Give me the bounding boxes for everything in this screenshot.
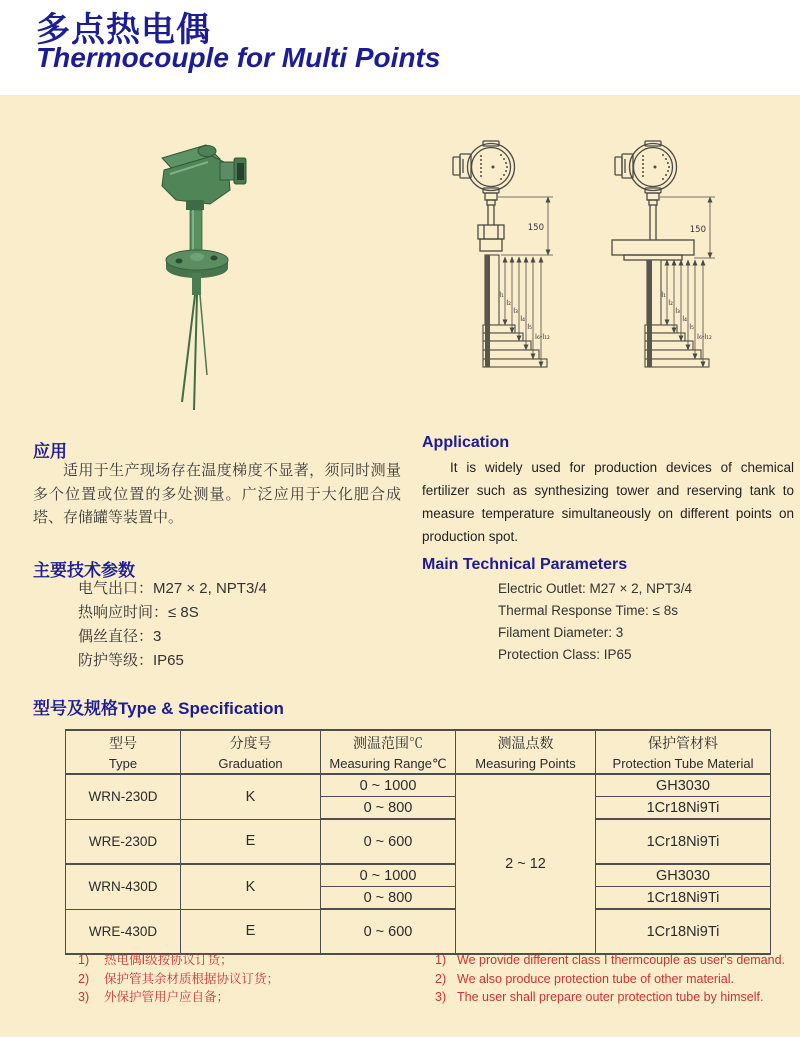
col-header-range-en: Measuring Range℃ bbox=[329, 755, 447, 771]
footnotes-zh bbox=[78, 951, 279, 1007]
col-header-range-zh: 测温范围℃ bbox=[353, 734, 423, 751]
dim-l4-label: l₄ bbox=[682, 315, 687, 323]
col-header-type-en: Type bbox=[108, 756, 138, 771]
cell-graduation: K bbox=[181, 774, 321, 819]
thermocouple-diagram-flanged bbox=[598, 140, 723, 390]
cell-points: 2 ~ 12 bbox=[456, 774, 596, 954]
cell-range: 0 ~ 800 bbox=[321, 887, 456, 910]
dim-l2-label: l₂ bbox=[668, 299, 673, 307]
parameter-item: 防护等级：IP65 bbox=[78, 652, 184, 669]
dim-l3-label: l₃ bbox=[675, 307, 680, 315]
dim-l1-label: l₁ bbox=[661, 291, 666, 299]
col-header-material-zh: 保护管材料 bbox=[648, 735, 718, 751]
cell-type: WRE-230D bbox=[66, 819, 181, 864]
footnote-number: 3) bbox=[435, 990, 447, 1004]
col-header-graduation bbox=[181, 730, 321, 774]
footnote-text: The user shall prepare outer protection tube by himself. bbox=[457, 990, 764, 1004]
dim-l5-label: l₅ bbox=[527, 323, 532, 331]
table-row bbox=[66, 819, 771, 864]
dim-l6-l12-label: l₆-l₁₂ bbox=[697, 333, 712, 341]
footnote-item bbox=[78, 988, 279, 1007]
col-header-range bbox=[321, 730, 456, 774]
cell-material: GH3030 bbox=[596, 774, 771, 797]
spec-table-wrap bbox=[65, 729, 770, 955]
spec-heading: 型号及规格Type & Specification bbox=[33, 699, 284, 718]
footnote-item bbox=[78, 951, 279, 970]
table-row bbox=[66, 909, 771, 954]
cell-material: GH3030 bbox=[596, 864, 771, 887]
footnote-text: We provide different class Ⅰ thermcouple as user's demand. bbox=[457, 953, 785, 967]
footnote-number: 1) bbox=[435, 953, 447, 967]
col-header-type-zh: 型号 bbox=[109, 735, 137, 751]
footnotes-en bbox=[435, 951, 785, 1007]
dim-l6-l12-label: l₆-l₁₂ bbox=[535, 333, 550, 341]
page-title-zh: 多点热电偶 bbox=[36, 10, 211, 50]
footnote-item bbox=[435, 970, 785, 989]
dim-l5-label: l₅ bbox=[689, 323, 694, 331]
cell-range: 0 ~ 600 bbox=[321, 909, 456, 954]
parameters-heading-en: Main Technical Parameters bbox=[422, 556, 628, 573]
parameter-item: Thermal Response Time: ≤ 8s bbox=[498, 603, 678, 618]
thermocouple-diagram-threaded bbox=[445, 140, 560, 390]
cell-range: 0 ~ 800 bbox=[321, 797, 456, 820]
cell-material: 1Cr18Ni9Ti bbox=[596, 887, 771, 910]
dim-l2-label: l₂ bbox=[506, 299, 511, 307]
cell-material: 1Cr18Ni9Ti bbox=[596, 819, 771, 864]
parameter-item: Protection Class: IP65 bbox=[498, 647, 632, 662]
col-header-points bbox=[456, 730, 596, 774]
footnote-text: 热电偶Ⅰ级按协议订货； bbox=[104, 953, 233, 967]
parameter-item: Electric Outlet: M27 × 2, NPT3/4 bbox=[498, 581, 692, 596]
cell-material: 1Cr18Ni9Ti bbox=[596, 909, 771, 954]
cell-type: WRE-430D bbox=[66, 909, 181, 954]
table-header-row bbox=[66, 730, 771, 774]
dim-150-label: 150 bbox=[689, 225, 706, 235]
footnote-item bbox=[78, 970, 279, 989]
parameter-item: 电气出口：M27 × 2, NPT3/4 bbox=[78, 580, 267, 597]
terminal-dots bbox=[642, 154, 670, 180]
cell-graduation: E bbox=[181, 909, 321, 954]
col-header-points-en: Measuring Points bbox=[475, 756, 576, 771]
footnote-text: We also produce protection tube of other material. bbox=[457, 971, 735, 986]
col-header-points-zh: 测温点数 bbox=[497, 735, 554, 751]
terminal-dots bbox=[480, 154, 508, 180]
col-header-graduation-en: Graduation bbox=[218, 756, 283, 771]
cell-range: 0 ~ 600 bbox=[321, 819, 456, 864]
col-header-graduation-zh: 分度号 bbox=[229, 735, 272, 751]
application-body-zh: 适用于生产现场存在温度梯度不显著，须同时测量多个位置或位置的多处测量。广泛应用于大化肥合成塔、存储罐等装置中。 bbox=[33, 462, 401, 526]
footnote-item bbox=[435, 988, 785, 1007]
cell-material: 1Cr18Ni9Ti bbox=[596, 797, 771, 820]
footnote-number: 2) bbox=[435, 971, 447, 986]
dim-l3-label: l₃ bbox=[513, 307, 518, 315]
cell-graduation: E bbox=[181, 819, 321, 864]
table-row bbox=[66, 864, 771, 887]
parameter-item: 偶丝直径：3 bbox=[78, 628, 162, 645]
parameter-item: 热响应时间：≤ 8S bbox=[78, 604, 199, 621]
dim-150-label: 150 bbox=[527, 223, 544, 233]
application-body-en: It is widely used for production devices of chemical fertilizer such as synthesizing tower and reserving tank to measure temperature simultaneously on different points on production spot. bbox=[422, 460, 794, 544]
spec-table bbox=[65, 729, 771, 955]
cell-range: 0 ~ 1000 bbox=[321, 774, 456, 797]
cell-type: WRN-230D bbox=[66, 774, 181, 819]
parameters-list-en bbox=[498, 578, 692, 666]
footnote-number: 2) bbox=[78, 971, 90, 986]
application-heading-zh: 应用 bbox=[33, 442, 67, 461]
thermocouple-photo bbox=[150, 140, 260, 420]
col-header-material bbox=[596, 730, 771, 774]
cell-type: WRN-430D bbox=[66, 864, 181, 909]
footnote-text: 保护管其余材质根据协议订货； bbox=[104, 971, 280, 986]
parameters-list-zh bbox=[78, 577, 267, 673]
table-row bbox=[66, 774, 771, 797]
parameter-item: Filament Diameter: 3 bbox=[498, 625, 624, 640]
footnote-number: 3) bbox=[78, 990, 90, 1004]
application-heading-en: Application bbox=[422, 434, 510, 451]
col-header-type bbox=[66, 730, 181, 774]
dim-l1-label: l₁ bbox=[499, 291, 504, 299]
dim-l4-label: l₄ bbox=[520, 315, 525, 323]
cell-range: 0 ~ 1000 bbox=[321, 864, 456, 887]
page-title-en: Thermocouple for Multi Points bbox=[36, 42, 441, 73]
footnote-number: 1) bbox=[78, 953, 90, 967]
footnote-text: 外保护管用户应自备； bbox=[104, 990, 230, 1004]
cell-graduation: K bbox=[181, 864, 321, 909]
parameters-heading-zh: 主要技术参数 bbox=[33, 561, 135, 580]
footnote-item bbox=[435, 951, 785, 970]
col-header-material-en: Protection Tube Material bbox=[612, 756, 754, 771]
